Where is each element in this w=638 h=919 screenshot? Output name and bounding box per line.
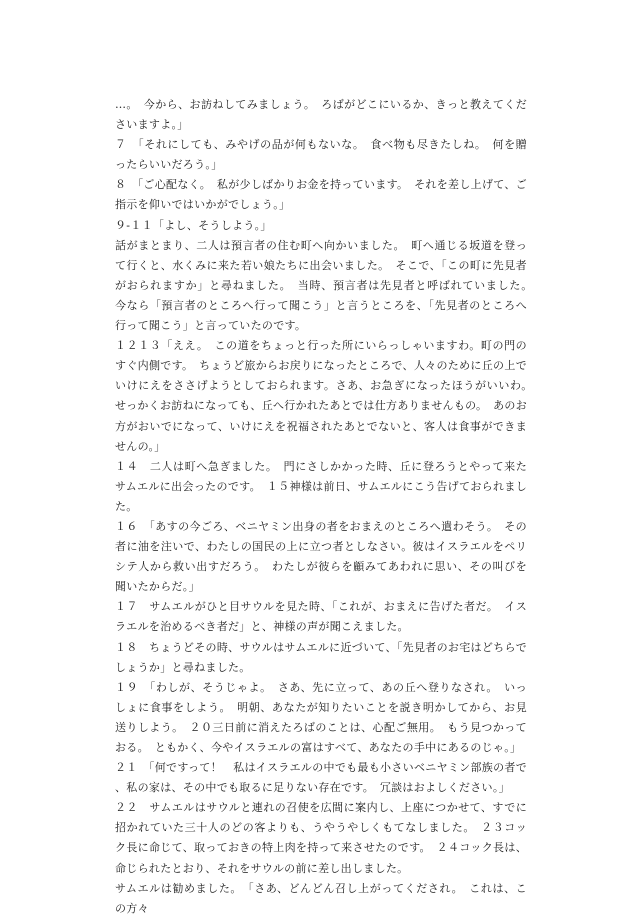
paragraph-verse-7: ７ 「それにしても、みやげの品が何もないな。 食べ物も尽きたしね。 何を贈ったらいいだろう。」: [115, 138, 527, 172]
paragraph-verse-16: １６ 「あすの今ごろ、ベニヤミン出身の者をおまえのところへ遣わそう。 その者に油を注いで、わたしの国民の上に立つ者としなさい。彼はイスラエルをペリシテ人から救い出すだろう。 わたしが彼らを顧みてあわれに思い、その叫びを聞いたからだ。」: [115, 519, 527, 594]
paragraph-verse-14-15: １４ 二人は町へ急ぎました。 門にさしかかった時、丘に登ろうとやって来たサムエルに出会ったのです。 １５神様は前日、サムエルにこう告げておられました。: [115, 459, 527, 513]
paragraph-narrative: 話がまとまり、二人は預言者の住む町へ向かいました。 町へ通じる坂道を登って行くと、水くみに来た若い娘たちに出会いました。 そこで、「この町に先見者がおられますか」と尋ねました。 当時、預言者は先見者と呼ばれていました。 今なら「預言者のところへ行って聞こう」と言うところを、「先見者のところへ行って聞こう」と言っていたのです。: [115, 238, 539, 333]
paragraph-verse-12-13: １２１３「ええ。 この道をちょっと行った所にいらっしゃいますわ。町の門のすぐ内側です。 ちょうど旅からお戻りになったところで、人々のために丘の上でいけにえをささげようとしておられます。さあ、お急ぎになったほうがいいわ。 せっかくお訪ねになっても、丘へ行かれたあとでは仕方ありませんもの。 あのお方がおいでになって、いけにえを祝福されたあとでないと、客人は食事ができませんの。」: [115, 339, 539, 453]
paragraph-intro: …。 今から、お訪ねしてみましょう。 ろばがどこにいるか、きっと教えてくださいますよ。」: [115, 98, 527, 132]
paragraph-verse-9-11: ９‐１１「よし、そうしよう。」: [115, 218, 272, 232]
paragraph-verse-8: ８ 「ご心配なく。 私が少しばかりお金を持っています。 それを差し上げて、ご指示を仰いではいかがでしょう。」: [115, 178, 527, 212]
paragraph-verse-19-20: １９ 「わしが、そうじゃよ。 さあ、先に立って、あの丘へ登りなされ。 いっしょに食事をしよう。 明朝、あなたが知りたいことを説き明かしてから、お見送りしよう。 ２０三日前に消えたろばのことは、心配ご無用。 もう見つかっておる。 ともかく、今やイスラエルの富はすべて、あなたの手中にあるのじゃ。」: [115, 680, 527, 754]
paragraph-verse-21: ２１ 「何ですって！ 私はイスラエルの中でも最も小さいベニヤミン部族の者で、私の家は、その中でも取るに足りない存在です。 冗談はおよしください。」: [115, 761, 527, 795]
paragraph-closing: サムエルは勧めました。 「さあ、どんどん召し上がってくだされ。 これは、この方々: [115, 881, 527, 915]
paragraph-verse-22-24: ２２ サムエルはサウルと連れの召使を広間に案内し、上座につかせて、すでに招かれていた三十人のどの客よりも、うやうやしくもてなしました。 ２３コック長に命じて、取っておきの特上肉を持って来させたのです。 ２４コック長は、命じられたとおり、それをサウルの前に差し出しました。: [115, 801, 527, 875]
document-body: [115, 95, 539, 919]
paragraph-verse-18: １８ ちょうどその時、サウルはサムエルに近づいて、「先見者のお宅はどちらでしょうか」と尋ねました。: [115, 640, 527, 674]
paragraph-verse-17: １７ サムエルがひと目サウルを見た時、「これが、おまえに告げた者だ。 イスラエルを治めるべき者だ」と、神様の声が聞こえました。: [115, 600, 527, 634]
